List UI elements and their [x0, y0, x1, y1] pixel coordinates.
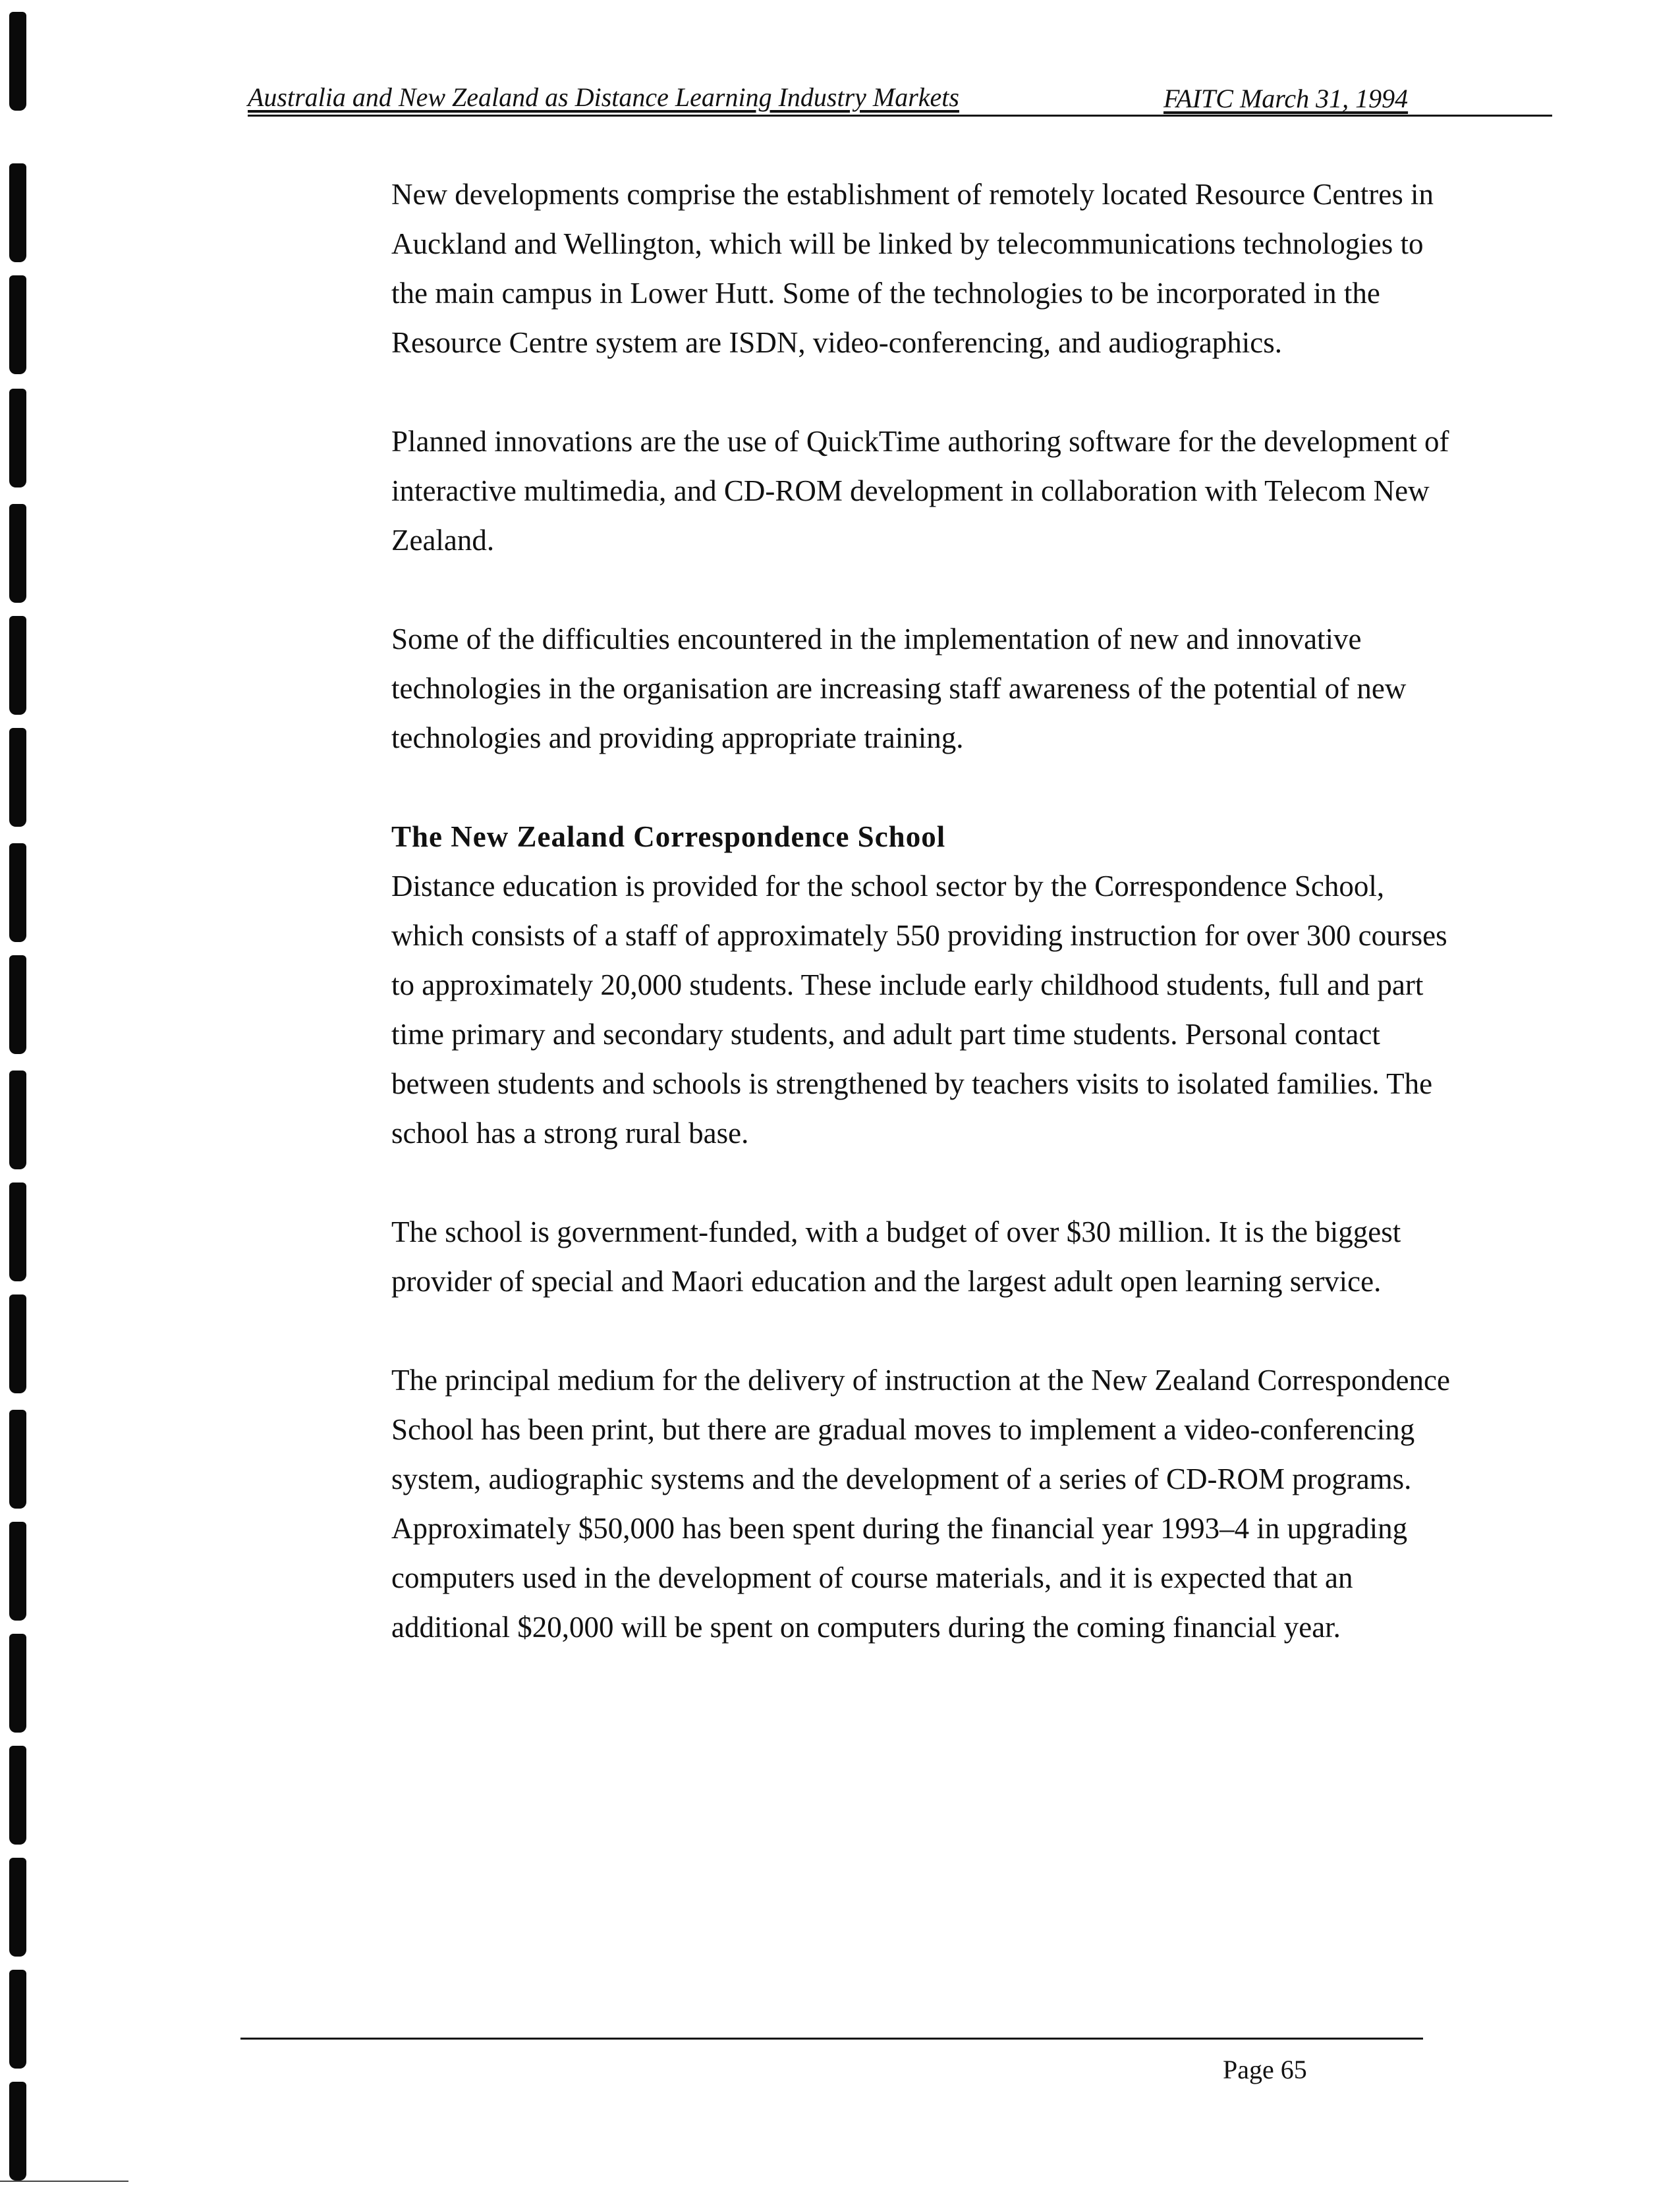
binder-hole	[9, 728, 26, 827]
binder-hole	[9, 1858, 26, 1957]
document-body	[391, 170, 1459, 1702]
running-header	[248, 74, 1552, 117]
binder-hole	[9, 1183, 26, 1281]
paragraph-difficulties: Some of the difficulties encountered in the implementation of new and innovative technologies in the organisation are increasing staff awareness of the potential of new technologies and providing appropriate training.	[391, 623, 1407, 754]
paragraph-funding: The school is government-funded, with a budget of over $30 million. It is the biggest provider of special and Maori education and the largest adult open learning service.	[391, 1215, 1401, 1298]
binder-hole	[9, 1410, 26, 1509]
section-heading: The New Zealand Correspondence School	[391, 820, 946, 853]
binder-hole	[9, 1634, 26, 1733]
binder-hole	[9, 12, 26, 111]
page-number: Page 65	[1223, 2055, 1307, 2084]
binder-hole	[9, 504, 26, 603]
binder-hole	[9, 163, 26, 262]
paragraph-planned-innovations: Planned innovations are the use of QuickTime authoring software for the development of interactive multimedia, and CD-ROM development in collaboration with Telecom New Zealand.	[391, 425, 1449, 557]
binder-hole	[9, 1071, 26, 1169]
binder-hole	[9, 1522, 26, 1621]
binder-hole	[9, 1294, 26, 1393]
paragraph-resource-centres: New developments comprise the establishment of remotely located Resource Centres in Auckland and Wellington, which will be linked by telecommunications technologies to the main campus in Lower Hutt. Some of the technologies to be incorporated in the Resource Centre system are ISDN, video-conferencing, and audiographics.	[391, 178, 1434, 359]
paragraph-delivery-medium: The principal medium for the delivery of instruction at the New Zealand Correspondence School has been print, but there are gradual moves to implement a video-conferencing system, audiographic systems and the development of a series of CD-ROM programs. Approximately $50,000 has been spent during the financial year 1993–4 in upgrading computers used in the development of course materials, and it is expected that an additional $20,000 will be spent on computers during the coming financial year.	[391, 1364, 1450, 1644]
footer-rule	[240, 2038, 1423, 2040]
header-rule	[248, 115, 1552, 117]
binder-hole	[9, 843, 26, 942]
binder-hole	[9, 275, 26, 374]
binder-hole	[9, 389, 26, 487]
binder-hole	[9, 616, 26, 715]
header-date: FAITC March 31, 1994	[1163, 84, 1409, 113]
binder-hole	[9, 2082, 26, 2181]
scan-edge-line	[0, 2181, 128, 2182]
binder-hole	[9, 1970, 26, 2069]
binder-holes	[0, 0, 59, 2199]
binder-hole	[9, 955, 26, 1054]
paragraph-distance-education: Distance education is provided for the school sector by the Correspondence School, which consists of a staff of approximately 550 providing instruction for over 300 courses to approximately 20,000 students. These include early childhood students, full and part time primary and secondary students, and adult part time students. Personal contact between students and schools is strengthened by teachers visits to isolated families. The school has a strong rural base.	[391, 870, 1447, 1150]
header-title: Australia and New Zealand as Distance Learning Industry Markets	[248, 82, 959, 112]
binder-hole	[9, 1746, 26, 1845]
